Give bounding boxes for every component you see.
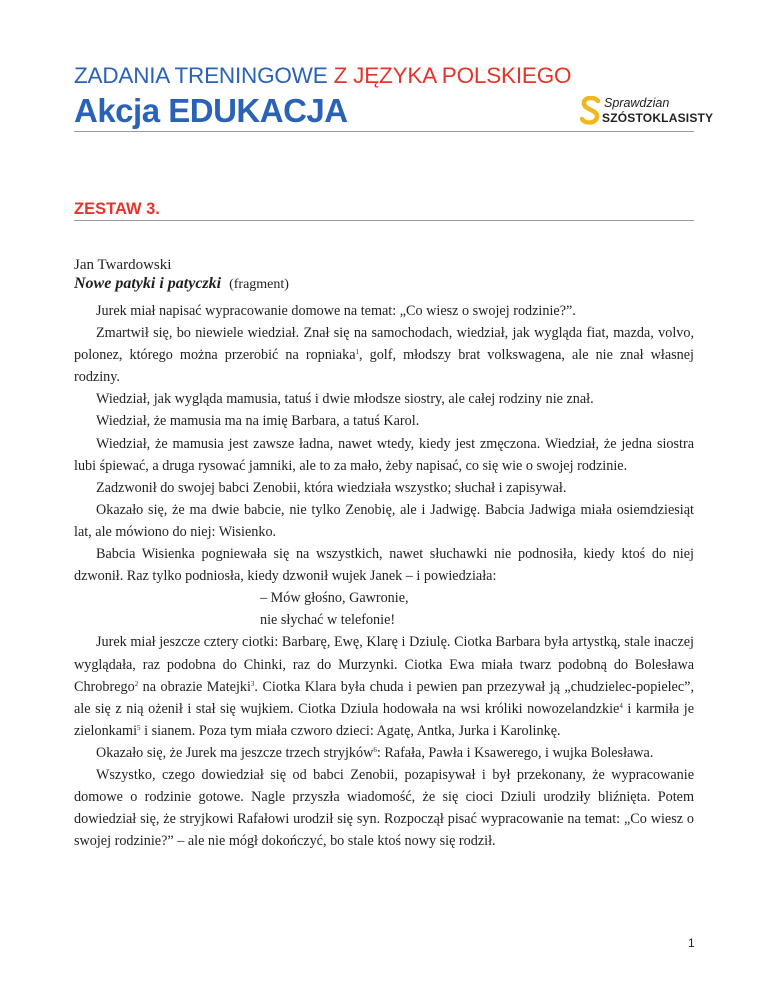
paragraph	[74, 300, 694, 322]
footnote-ref: 4	[619, 701, 623, 710]
footnote-ref: 3	[250, 679, 255, 688]
footnote-ref: 5	[137, 723, 141, 732]
paragraph-text: Wiedział, że mamusia jest zawsze ładna, nawet wtedy, kiedy jest zmęczona. Wiedział, że jedna siostra lubi śpiewać, a druga rysować jamniki, ale to za mało, żeby napisać, co się wie o swojej rodzinie.	[74, 435, 694, 474]
author: Jan Twardowski	[74, 257, 172, 273]
paragraph-text: . Ciotka Klara była chuda i pewien pan przezywał ją „chudzielec-popielec”, ale się z nią ożenił i stał się wujkiem. Ciotka Dziula hodowała na wsi króliki nowozelandzkie	[74, 678, 694, 717]
footnote-ref: 6	[373, 745, 377, 754]
paragraph-text: Okazało się, że Jurek ma jeszcze trzech stryjków	[96, 744, 374, 761]
paragraph-text: : Rafała, Pawła i Ksawerego, i wujka Bolesława.	[376, 744, 654, 761]
paragraph-text: Zmartwił się, bo niewiele wiedział. Znał się na samochodach, wiedział, jak wygląda fiat, mazda, volvo, polonez, którego można przerobić na ropniaka	[74, 325, 694, 364]
paragraph	[74, 410, 694, 432]
paragraph	[74, 742, 694, 764]
paragraph-text: i sianem. Poza tym miała czworo dzieci: Agatę, Antka, Jurka i Karolinkę.	[140, 722, 561, 739]
paragraph-text: Wszystko, czego dowiedział się od babci Zenobii, pozapisywał i był przekonany, że wypracowanie domowe o rodzinie gotowe. Nagle przyszła wiadomość, że się cioci Dziuli urodziły bliźnięta. Potem dowiedział się, że stryjkowi Rafałowi urodził się syn. Rozpoczął pisać wypracowanie na temat: „Co wiesz o swojej rodzinie?” – ale nie mógł dokończyć, bo stale ktoś nowy się rodził.	[74, 766, 694, 850]
paragraph	[74, 433, 694, 477]
s-logo-icon	[580, 96, 602, 126]
logo-line2: SZÓSTOKLASISTY	[602, 111, 714, 125]
set-divider	[74, 220, 694, 221]
fragment-label: (fragment)	[229, 277, 289, 292]
paragraph	[74, 477, 694, 499]
paragraph	[74, 631, 694, 741]
paragraph-text: Okazało się, że ma dwie babcie, nie tylko Zenobię, ale i Jadwigę. Babcia Jadwiga miała osiemdziesiąt lat, ale mówiono do niej: Wisienko.	[74, 501, 694, 540]
logo-line1: Sprawdzian	[604, 96, 670, 110]
paragraph-text: Jurek miał jeszcze cztery ciotki: Barbarę, Ewę, Klarę i Dziulę. Ciotka Barbara była artystką, stale inaczej wyglądała, raz podobna do Chinki, raz do Murzynki. Ciotka Ewa miała twarz podobną do Bolesława Chrobrego	[74, 634, 694, 695]
paragraph-text: i karmiła je zielonkami	[74, 700, 695, 739]
header-divider	[74, 131, 694, 132]
verse-line: – Mów głośno, Gawronie,	[260, 590, 409, 607]
story-text	[74, 300, 694, 852]
series-header-red: Z JĘZYKA POLSKIEGO	[333, 63, 572, 88]
verse-line: nie słychać w telefonie!	[260, 612, 396, 629]
footnote-ref: 1	[355, 348, 359, 357]
paragraph	[74, 764, 694, 852]
page-number: 1	[688, 936, 695, 950]
paragraph	[74, 499, 694, 543]
paragraph-text: Jurek miał napisać wypracowanie domowe na temat: „Co wiesz o swojej rodzinie?”.	[96, 303, 576, 319]
paragraph-text: , golf, młodszy brat volkswagena, ale nie znał własnej rodziny.	[74, 347, 694, 386]
paragraph-text: Babcia Wisienka pogniewała się na wszystkich, nawet słuchawki nie podnosiła, kiedy ktoś do niej dzwonił. Raz tylko podniosła, kiedy dzwonił wujek Janek – i powiedziała:	[74, 546, 694, 585]
paragraph	[74, 322, 694, 388]
set-label: ZESTAW 3.	[74, 200, 160, 218]
paragraph-text: Wiedział, że mamusia ma na imię Barbara, a tatuś Karol.	[96, 413, 420, 430]
footnote-ref: 2	[134, 679, 139, 688]
paragraph-text: Zadzwonił do swojej babci Zenobii, która wiedziała wszystko; słuchał i zapisywał.	[96, 479, 567, 496]
series-header-blue: ZADANIA TRENINGOWE	[74, 63, 328, 88]
work-title	[74, 275, 289, 293]
series-header	[74, 63, 571, 89]
paragraph	[74, 543, 694, 587]
page-title: Akcja EDUKACJA	[74, 92, 348, 129]
work-title-text: Nowe patyki i patyczki	[74, 275, 222, 292]
sprawdzian-logo	[580, 94, 714, 134]
paragraph-text: na obrazie Matejki	[138, 678, 251, 695]
paragraph	[74, 388, 694, 410]
paragraph-text: Wiedział, jak wygląda mamusia, tatuś i dwie młodsze siostry, ale całej rodziny nie znał.	[96, 391, 594, 408]
